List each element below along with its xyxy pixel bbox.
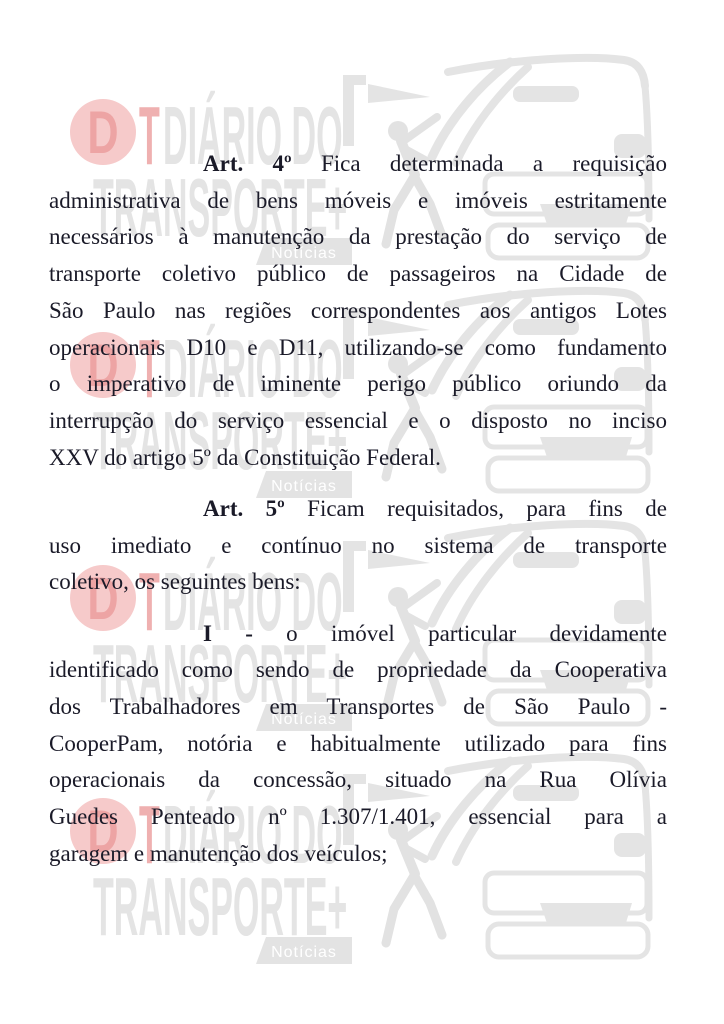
document-line: garagem e manutenção dos veículos; <box>49 840 388 866</box>
article-number: Art. 5º <box>203 495 285 521</box>
item-number: I - <box>203 620 253 646</box>
document-line: identificado como sendo de propriedade da Cooperativa <box>49 657 667 683</box>
document-line: dos Trabalhadores em Transportes de São Paulo - <box>49 694 667 720</box>
paragraph-art-4 <box>49 146 667 476</box>
document-line: Guedes Penteado nº 1.307/1.401, essencial para a <box>49 804 667 830</box>
line-text: Ficam requisitados, para fins de <box>307 495 668 521</box>
document-line: transporte coletivo público de passageiros na Cidade de <box>49 261 667 287</box>
document-line: coletivo, os seguintes bens: <box>49 569 301 595</box>
document-line: São Paulo nas regiões correspondentes aos antigos Lotes <box>49 297 667 323</box>
line-text: o imóvel particular devidamente <box>286 620 667 646</box>
document-line: operacionais da concessão, situado na Rua Olívia <box>49 767 667 793</box>
document-line <box>49 616 667 653</box>
document-line: uso imediato e contínuo no sistema de transporte <box>49 532 667 558</box>
paragraph-art-5 <box>49 491 667 601</box>
document-line: XXV do artigo 5º da Constituição Federal. <box>49 444 441 470</box>
document-line: administrativa de bens móveis e imóveis estritamente <box>49 187 667 213</box>
document-body <box>49 146 667 873</box>
document-line <box>49 146 667 183</box>
paragraph-item-1 <box>49 616 667 873</box>
article-number: Art. 4º <box>203 151 292 176</box>
document-line: operacionais D10 e D11, utilizando-se como fundamento <box>49 334 667 360</box>
line-text: Fica determinada a requisição <box>321 151 667 176</box>
document-line: CooperPam, notória e habitualmente utilizado para fins <box>49 730 667 756</box>
document-line <box>49 491 667 528</box>
document-line: interrupção do serviço essencial e o disposto no inciso <box>49 407 667 433</box>
document-line: o imperativo de iminente perigo público oriundo da <box>49 371 667 397</box>
document-line: necessários à manutenção da prestação do serviço de <box>49 224 667 250</box>
